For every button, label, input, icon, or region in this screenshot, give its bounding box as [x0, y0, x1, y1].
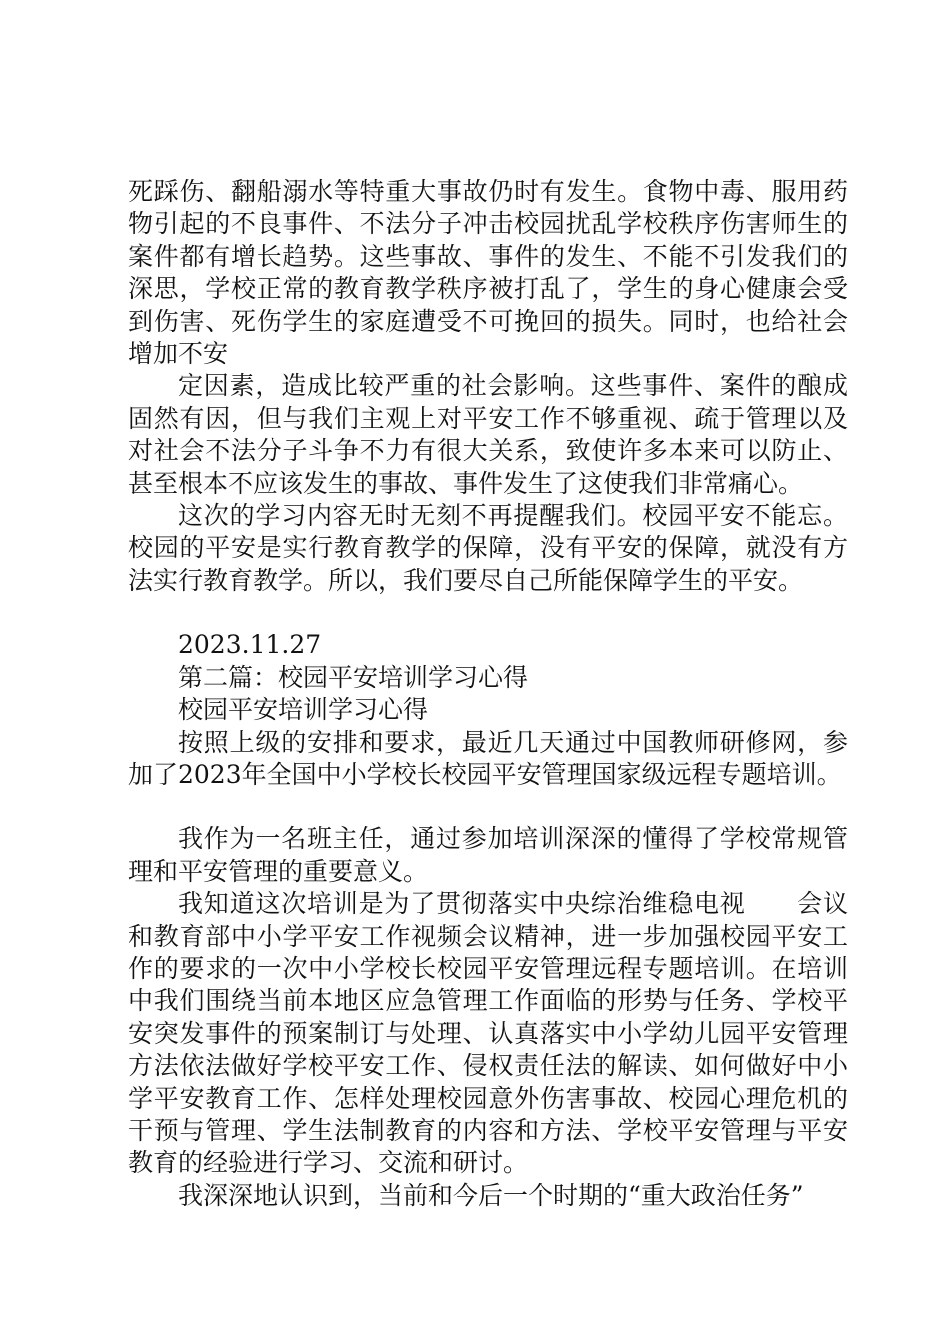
blank-line [128, 791, 848, 823]
paragraph-causes: 定因素，造成比较严重的社会影响。这些事件、案件的酿成固然有因，但与我们主观上对平安工作不够重视、疏于管理以及对社会不法分子斗争不力有很大关系，致使许多本来可以防止、甚至根本不应该发生的事故、事件发生了这使我们非常痛心。 [128, 371, 848, 498]
document-body [128, 176, 848, 1212]
blank-line [128, 597, 848, 629]
paragraph-accident-overview: 死踩伤、翻船溺水等特重大事故仍时有发生。食物中毒、服用药物引起的不良事件、不法分子冲击校园扰乱学校秩序伤害师生的案件都有增长趋势。这些事故、事件的发生、不能不引发我们的深思，学校正常的教育教学秩序被打乱了，学生的身心健康会受到伤害、死伤学生的家庭遭受不可挽回的损失。同时，也给社会增加不安 [128, 177, 848, 369]
section-title: 第二篇：校园平安培训学习心得 [178, 662, 529, 692]
paragraph-learning-summary: 这次的学习内容无时无刻不再提醒我们。校园平安不能忘。校园的平安是实行教育教学的保障，没有平安的保障，就没有方法实行教育教学。所以，我们要尽自己所能保障学生的平安。 [128, 501, 848, 595]
paragraph-training-content: 我知道这次培训是为了贯彻落实中央综治维稳电视 会议和教育部中小学平安工作视频会议精神，进一步加强校园平安工作的要求的一次中小学校长校园平安管理远程专题培训。在培训中我们围绕当前本地区应急管理工作面临的形势与任务、学校平安突发事件的预案制订与处理、认真落实中小学幼儿园平安管理方法依法做好学校平安工作、侵权责任法的解读、如何做好中小学平安教育工作、怎样处理校园意外伤害事故、校园心理危机的干预与管理、学生法制教育的内容和方法、学校平安管理与平安教育的经验进行学习、交流和研讨。 [128, 889, 848, 1178]
date-line: 2023.11.27 [178, 630, 322, 660]
section-subtitle: 校园平安培训学习心得 [178, 695, 429, 725]
paragraph-recognition: 我深深地认识到，当前和今后一个时期的“重大政治任务” [178, 1180, 804, 1210]
paragraph-training-intro: 按照上级的安排和要求，最近几天通过中国教师研修网，参加了2023年全国中小学校长校园平安管理国家级远程专题培训。 [128, 727, 848, 789]
paragraph-role-significance: 我作为一名班主任，通过参加培训深深的懂得了学校常规管理和平安管理的重要意义。 [128, 824, 848, 886]
